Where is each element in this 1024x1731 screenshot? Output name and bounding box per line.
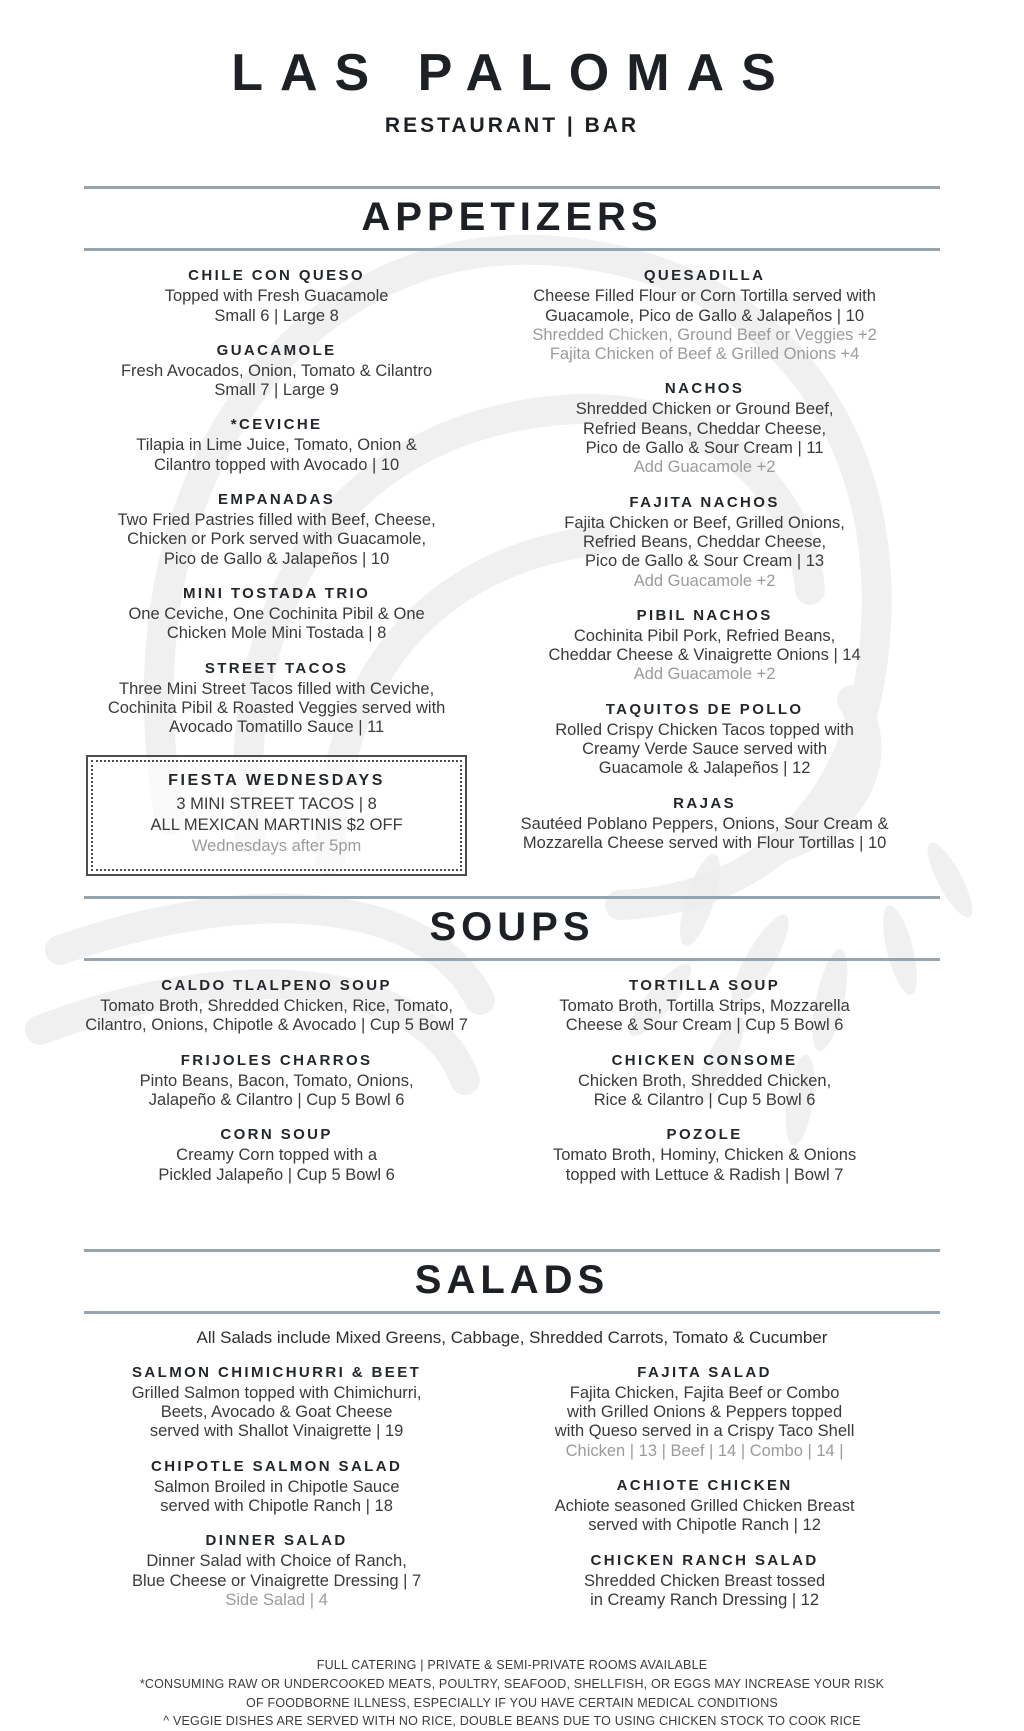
soups-left-column xyxy=(84,977,469,1201)
item-description-line: Tomato Broth, Tortilla Strips, Mozzarella xyxy=(559,997,850,1016)
item-description-line: with Queso served in a Crispy Taco Shell xyxy=(554,1422,855,1441)
menu-item xyxy=(84,1052,469,1111)
menu-item xyxy=(84,342,469,401)
appetizers-right-column xyxy=(469,267,940,876)
section-heading-soups: SOUPS xyxy=(429,905,595,950)
item-description-line: Fajita Chicken, Fajita Beef or Combo xyxy=(569,1383,840,1402)
item-name: *CEVICHE xyxy=(230,416,323,434)
item-name: MINI TOSTADA TRIO xyxy=(183,584,371,602)
item-price-line: Blue Cheese or Vinaigrette Dressing | 7 xyxy=(131,1571,422,1590)
item-description-line: Shredded Chicken or Ground Beef, xyxy=(575,400,834,419)
menu-item xyxy=(84,491,469,569)
item-description-line: Tilapia in Lime Juice, Tomato, Onion & xyxy=(136,436,417,455)
item-name: FRIJOLES CHARROS xyxy=(180,1051,373,1069)
item-description-line: Creamy Verde Sauce served with xyxy=(582,739,828,758)
menu-item xyxy=(469,494,940,591)
menu-item xyxy=(469,380,940,477)
menu-item xyxy=(84,585,469,644)
section-appetizers xyxy=(84,186,940,876)
menu-item xyxy=(84,660,469,738)
item-name: QUESADILLA xyxy=(643,267,766,285)
menu-item xyxy=(469,701,940,779)
item-addon-line: Add Guacamole +2 xyxy=(633,458,776,477)
section-heading-salads: SALADS xyxy=(414,1257,610,1302)
item-description-line: Rolled Crispy Chicken Tacos topped with xyxy=(555,720,854,739)
item-price-line: Chicken | 13 | Beef | 14 | Combo | 14 | xyxy=(565,1441,844,1460)
item-price-line: Cilantro, Onions, Chipotle & Avocado | Cup 5 Bowl 7 xyxy=(85,1016,468,1035)
item-price-line: Jalapeño & Cilantro | Cup 5 Bowl 6 xyxy=(148,1090,405,1109)
item-description-line: Cochinita Pibil & Roasted Veggies served with xyxy=(107,698,446,717)
item-name: DINNER SALAD xyxy=(205,1532,348,1550)
salads-intro-note: All Salads include Mixed Greens, Cabbage, Shredded Carrots, Tomato & Cucumber xyxy=(196,1327,828,1347)
item-description-line: Achiote seasoned Grilled Chicken Breast xyxy=(554,1497,855,1516)
item-description-line: Pinto Beans, Bacon, Tomato, Onions, xyxy=(139,1071,414,1090)
item-description-line: Three Mini Street Tacos filled with Ceviche, xyxy=(119,679,435,698)
item-name: TAQUITOS DE POLLO xyxy=(605,700,804,718)
restaurant-title: LAS PALOMAS xyxy=(231,44,793,102)
item-price-line: served with Shallot Vinaigrette | 19 xyxy=(149,1422,404,1441)
restaurant-subtitle: RESTAURANT | BAR xyxy=(384,114,640,138)
item-description-line: Two Fried Pastries filled with Beef, Cheese, xyxy=(117,511,436,530)
menu-item xyxy=(469,795,940,854)
menu-item xyxy=(469,1477,940,1536)
item-description-line: Fresh Avocados, Onion, Tomato & Cilantro xyxy=(120,361,433,380)
item-name: CHILE CON QUESO xyxy=(188,267,366,285)
item-description-line: Tomato Broth, Shredded Chicken, Rice, Tomato, xyxy=(100,997,453,1016)
menu-item xyxy=(84,1364,469,1442)
brand-header xyxy=(84,44,940,138)
item-description-line: Dinner Salad with Choice of Ranch, xyxy=(146,1552,407,1571)
item-price-line: Mozzarella Cheese served with Flour Tortillas | 10 xyxy=(522,833,887,852)
item-description-line: Cheese Filled Flour or Corn Tortilla served with xyxy=(533,287,876,306)
item-name: GUACAMOLE xyxy=(216,341,337,359)
menu-item xyxy=(469,1552,940,1611)
item-description-line: Chicken or Pork served with Guacamole, xyxy=(127,530,427,549)
item-description-line: Fajita Chicken or Beef, Grilled Onions, xyxy=(564,513,845,532)
section-salads xyxy=(84,1249,940,1626)
promo-title: FIESTA WEDNESDAYS xyxy=(168,772,386,790)
item-addon-line: Fajita Chicken of Beef & Grilled Onions +4 xyxy=(549,345,860,364)
item-description-line: Grilled Salmon topped with Chimichurri, xyxy=(131,1383,422,1402)
item-name: PIBIL NACHOS xyxy=(636,606,773,624)
item-description-line: Topped with Fresh Guacamole xyxy=(164,287,389,306)
menu-item xyxy=(469,1126,940,1185)
footer-line: ^ VEGGIE DISHES ARE SERVED WITH NO RICE, DOUBLE BEANS DUE TO USING CHICKEN STOCK TO COOK RICE xyxy=(163,1714,861,1729)
promo-note: Wednesdays after 5pm xyxy=(191,836,362,855)
item-name: CHIPOTLE SALMON SALAD xyxy=(150,1457,403,1475)
item-description-line: Creamy Corn topped with a xyxy=(176,1146,378,1165)
menu-item xyxy=(469,607,940,685)
item-price-line: served with Chipotle Ranch | 12 xyxy=(588,1516,821,1535)
item-price-line: Cilantro topped with Avocado | 10 xyxy=(153,455,400,474)
menu-item xyxy=(84,1458,469,1517)
section-soups xyxy=(84,896,940,1201)
footer-line: FULL CATERING | PRIVATE & SEMI-PRIVATE ROOMS AVAILABLE xyxy=(316,1658,708,1673)
item-description-line: Tomato Broth, Hominy, Chicken & Onions xyxy=(552,1146,857,1165)
promo-line: 3 MINI STREET TACOS | 8 xyxy=(176,795,377,814)
item-price-line: Guacamole, Pico de Gallo & Jalapeños | 10 xyxy=(545,306,865,325)
item-name: STREET TACOS xyxy=(204,659,349,677)
item-price-line: Cheese & Sour Cream | Cup 5 Bowl 6 xyxy=(565,1016,844,1035)
item-price-line: Small 7 | Large 9 xyxy=(214,381,339,400)
menu-item xyxy=(469,977,940,1036)
item-price-line: Avocado Tomatillo Sauce | 11 xyxy=(168,718,385,737)
fiesta-promo-box xyxy=(86,755,467,876)
item-description-line: with Grilled Onions & Peppers topped xyxy=(567,1403,843,1422)
item-name: FAJITA NACHOS xyxy=(629,493,780,511)
item-name: POZOLE xyxy=(666,1126,743,1144)
item-name: CORN SOUP xyxy=(220,1126,333,1144)
menu-item xyxy=(84,416,469,475)
item-price-line: Pickled Jalapeño | Cup 5 Bowl 6 xyxy=(158,1165,395,1184)
item-name: CHICKEN CONSOME xyxy=(611,1051,798,1069)
item-price-line: Chicken Mole Mini Tostada | 8 xyxy=(166,624,387,643)
item-name: RAJAS xyxy=(673,794,737,812)
item-name: CALDO TLALPENO SOUP xyxy=(161,977,392,995)
salads-left-column xyxy=(84,1364,469,1626)
menu-item xyxy=(84,1126,469,1185)
footer-line: *CONSUMING RAW OR UNDERCOOKED MEATS, POULTRY, SEAFOOD, SHELLFISH, OR EGGS MAY INCREASE YOUR RISK xyxy=(139,1676,885,1691)
item-description-line: Beets, Avocado & Goat Cheese xyxy=(160,1403,393,1422)
item-addon-line: Side Salad | 4 xyxy=(225,1590,328,1609)
item-name: SALMON CHIMICHURRI & BEET xyxy=(132,1363,422,1381)
item-price-line: topped with Lettuce & Radish | Bowl 7 xyxy=(565,1165,844,1184)
menu-item xyxy=(469,1052,940,1111)
item-description-line: Refried Beans, Cheddar Cheese, xyxy=(583,532,827,551)
item-addon-line: Shredded Chicken, Ground Beef or Veggies +2 xyxy=(532,325,877,344)
salads-right-column xyxy=(469,1364,940,1626)
appetizers-left-column xyxy=(84,267,469,876)
item-description-line: Shredded Chicken Breast tossed xyxy=(583,1571,826,1590)
item-addon-line: Add Guacamole +2 xyxy=(633,665,776,684)
menu-item xyxy=(84,267,469,326)
item-name: EMPANADAS xyxy=(218,491,336,509)
item-price-line: served with Chipotle Ranch | 18 xyxy=(160,1497,393,1516)
item-name: TORTILLA SOUP xyxy=(628,977,781,995)
item-description-line: Refried Beans, Cheddar Cheese, xyxy=(583,419,827,438)
menu-item xyxy=(84,1532,469,1610)
footer-line: OF FOODBORNE ILLNESS, ESPECIALLY IF YOU HAVE CERTAIN MEDICAL CONDITIONS xyxy=(246,1695,778,1710)
item-description-line: Salmon Broiled in Chipotle Sauce xyxy=(153,1477,400,1496)
item-price-line: in Creamy Ranch Dressing | 12 xyxy=(590,1590,820,1609)
menu-item xyxy=(469,267,940,364)
item-price-line: Pico de Gallo & Jalapeños | 10 xyxy=(163,549,390,568)
footer-disclaimer xyxy=(84,1656,940,1731)
item-addon-line: Add Guacamole +2 xyxy=(633,571,776,590)
item-price-line: Pico de Gallo & Sour Cream | 13 xyxy=(585,552,825,571)
soups-right-column xyxy=(469,977,940,1201)
divider xyxy=(84,1311,940,1314)
promo-line: ALL MEXICAN MARTINIS $2 OFF xyxy=(150,816,403,835)
section-heading-appetizers: APPETIZERS xyxy=(361,195,663,240)
item-name: ACHIOTE CHICKEN xyxy=(616,1477,793,1495)
menu-item xyxy=(84,977,469,1036)
item-description-line: One Ceviche, One Cochinita Pibil & One xyxy=(128,604,425,623)
item-name: FAJITA SALAD xyxy=(637,1363,772,1381)
item-price-line: Small 6 | Large 8 xyxy=(214,306,339,325)
item-description-line: Cochinita Pibil Pork, Refried Beans, xyxy=(573,626,836,645)
item-name: NACHOS xyxy=(664,380,745,398)
fiesta-promo-inner xyxy=(91,760,462,871)
item-price-line: Rice & Cilantro | Cup 5 Bowl 6 xyxy=(593,1090,816,1109)
menu-item xyxy=(469,1364,940,1461)
item-description-line: Sautéed Poblano Peppers, Onions, Sour Cream & xyxy=(520,814,889,833)
item-price-line: Pico de Gallo & Sour Cream | 11 xyxy=(585,439,824,458)
item-price-line: Cheddar Cheese & Vinaigrette Onions | 14 xyxy=(548,646,861,665)
item-name: CHICKEN RANCH SALAD xyxy=(590,1551,819,1569)
item-price-line: Guacamole & Jalapeños | 12 xyxy=(598,759,811,778)
item-description-line: Chicken Broth, Shredded Chicken, xyxy=(578,1071,832,1090)
